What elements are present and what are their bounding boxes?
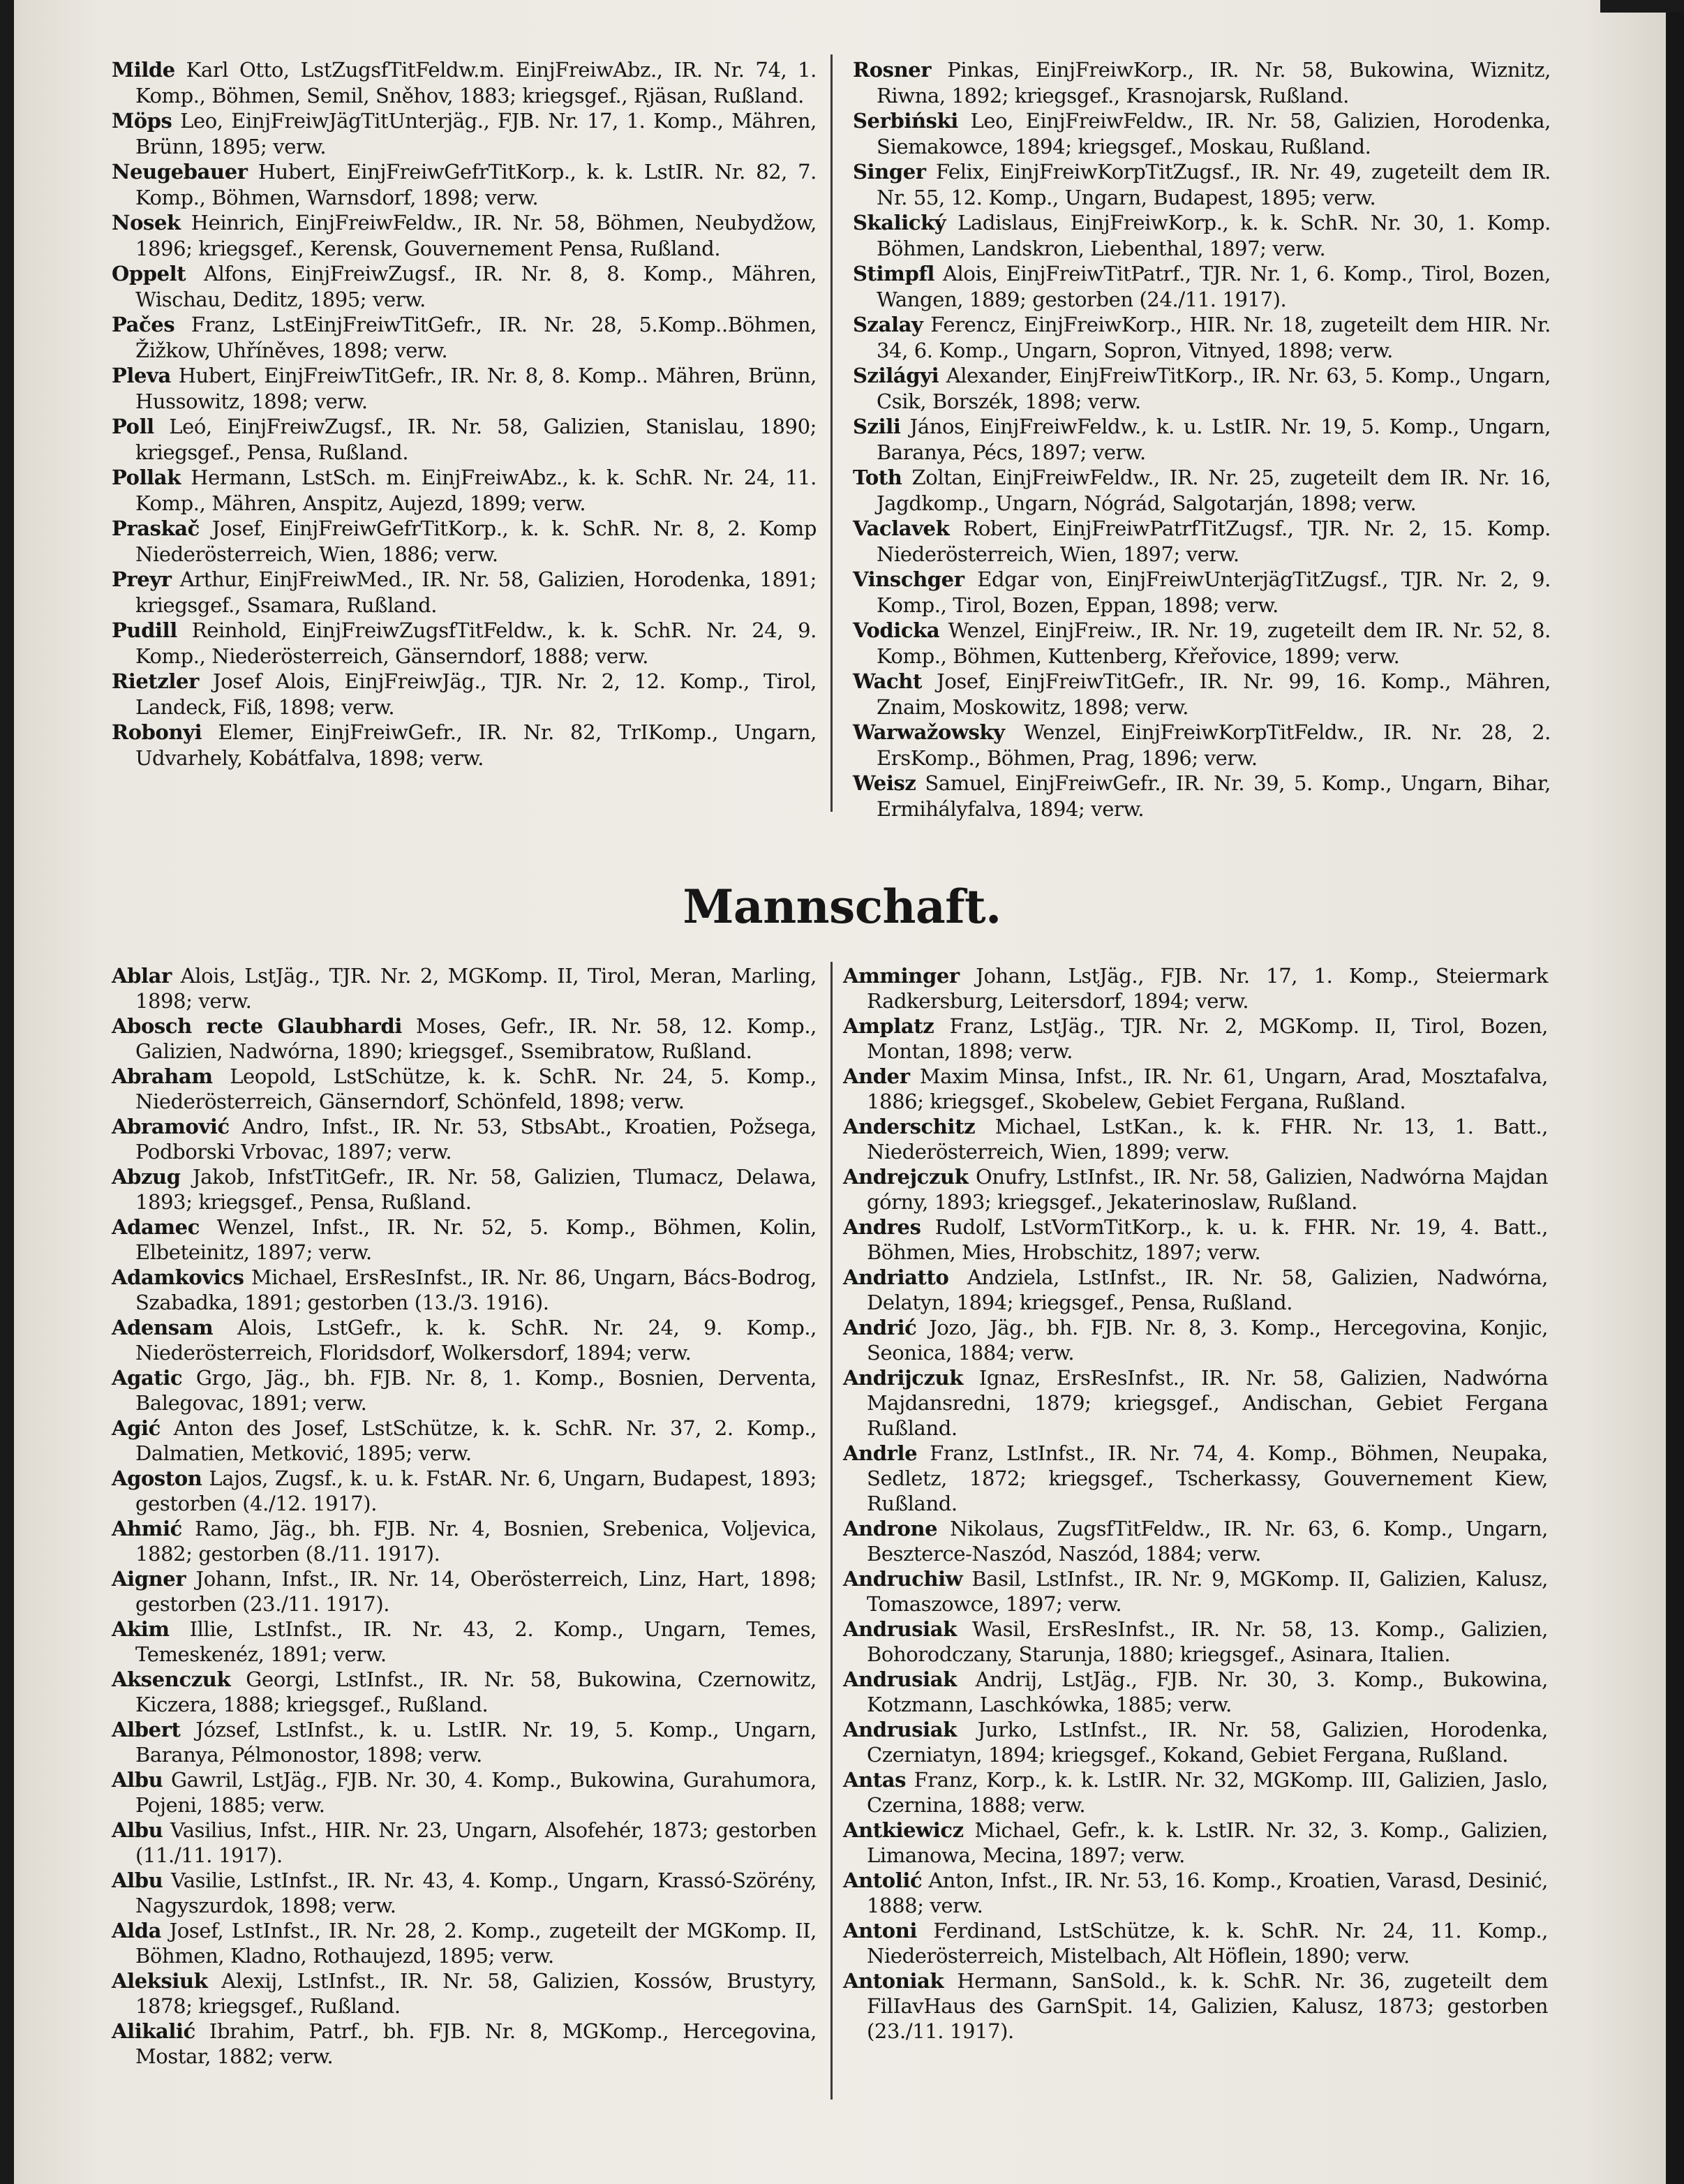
entry-details: Franz, Korp., k. k. LstIR. Nr. 32, MGKomp. III, Galizien, Jaslo, Czernina, 1888; verw. <box>867 1768 1548 1817</box>
entry-details: Edgar von, EinjFreiwUnterjägTitZugsf., TJR. Nr. 2, 9. Komp., Tirol, Bozen, Eppan, 1898; verw. <box>877 567 1551 617</box>
roster-entry <box>853 567 1551 618</box>
entry-surname: Pleva <box>112 364 171 387</box>
entry-details: Alexander, EinjFreiwTitKorp., IR. Nr. 63, 5. Komp., Ungarn, Csik, Borszék, 1898; verw. <box>877 364 1551 413</box>
entry-surname: Abraham <box>112 1064 213 1088</box>
section-heading: Mannschaft. <box>683 879 1001 934</box>
roster-entry <box>112 1918 817 1968</box>
entry-surname: Nosek <box>112 211 181 235</box>
roster-entry <box>112 261 817 312</box>
entry-details: Alfons, EinjFreiwZugsf., IR. Nr. 8, 8. Komp., Mähren, Wischau, Deditz, 1895; verw. <box>135 262 817 311</box>
entry-surname: Antolić <box>843 1869 923 1892</box>
entry-surname: Wacht <box>853 669 922 693</box>
entry-surname: Andrle <box>843 1441 918 1465</box>
entry-details: Franz, LstInfst., IR. Nr. 74, 4. Komp., Böhmen, Neupaka, Sedletz, 1872; kriegsgef., Tscherkassy, Gouvernement Kiew, Rußland. <box>867 1441 1548 1515</box>
entry-details: Hubert, EinjFreiwTitGefr., IR. Nr. 8, 8. Komp.. Mähren, Brünn, Hussowitz, 1898; verw. <box>135 364 817 413</box>
entry-details: Grgo, Jäg., bh. FJB. Nr. 8, 1. Komp., Bosnien, Derventa, Balegovac, 1891; verw. <box>135 1366 817 1415</box>
entry-details: Wenzel, EinjFreiwKorpTitFeldw., IR. Nr. 28, 2. ErsKomp., Böhmen, Prag, 1896; verw. <box>877 720 1551 770</box>
entry-details: Johann, Infst., IR. Nr. 14, Oberösterreich, Linz, Hart, 1898; gestorben (23./11. 1917). <box>135 1567 817 1616</box>
entry-details: Hermann, SanSold., k. k. SchR. Nr. 36, zugeteilt dem FilIavHaus des GarnSpit. 14, Galizien, Kalusz, 1873; gestorben (23./11. 1917). <box>867 1969 1548 2043</box>
entry-surname: Agić <box>112 1416 161 1440</box>
entry-surname: Anderschitz <box>843 1115 976 1138</box>
entry-surname: Rietzler <box>112 669 199 693</box>
entry-details: Wenzel, EinjFreiw., IR. Nr. 19, zugeteilt dem IR. Nr. 52, 8. Komp., Böhmen, Kuttenberg, Křeřovice, 1899; verw. <box>877 618 1551 668</box>
entry-details: Ibrahim, Patrf., bh. FJB. Nr. 8, MGKomp., Hercegovina, Mostar, 1882; verw. <box>135 2019 817 2068</box>
entry-surname: Andrić <box>843 1316 917 1339</box>
entry-surname: Szalay <box>853 313 923 336</box>
roster-entry <box>843 1818 1548 1868</box>
roster-entry <box>853 465 1551 516</box>
entry-details: Johann, LstJäg., FJB. Nr. 17, 1. Komp., Steiermark Radkersburg, Leitersdorf, 1894; verw. <box>867 964 1548 1013</box>
roster-entry <box>112 1566 817 1617</box>
entry-details: Arthur, EinjFreiwMed., IR. Nr. 58, Galizien, Horodenka, 1891; kriegsgef., Ssamara, Rußland. <box>135 567 817 617</box>
entry-surname: Adensam <box>112 1316 214 1339</box>
entry-details: Anton, Infst., IR. Nr. 53, 16. Komp., Kroatien, Varasd, Desinić, 1888; verw. <box>867 1869 1548 1917</box>
roster-entry <box>843 1566 1548 1617</box>
roster-entry <box>112 1818 817 1868</box>
entry-details: Leó, EinjFreiwZugsf., IR. Nr. 58, Galizien, Stanislau, 1890; kriegsgef., Pensa, Rußland. <box>135 415 817 464</box>
roster-entry <box>112 1164 817 1214</box>
entry-surname: Möps <box>112 109 172 133</box>
entry-details: Ferdinand, LstSchütze, k. k. SchR. Nr. 24, 11. Komp., Niederösterreich, Mistelbach, Alt Höflein, 1890; verw. <box>867 1919 1548 1968</box>
entry-details: Lajos, Zugsf., k. u. k. FstAR. Nr. 6, Ungarn, Budapest, 1893; gestorben (4./12. 1917). <box>135 1466 817 1515</box>
entry-details: Andrij, LstJäg., FJB. Nr. 30, 3. Komp., Bukowina, Kotzmann, Laschkówka, 1885; verw. <box>867 1667 1548 1716</box>
entry-surname: Antoniak <box>843 1969 944 1993</box>
roster-entry <box>853 312 1551 363</box>
roster-entry <box>843 1968 1548 2044</box>
entry-details: Hermann, LstSch. m. EinjFreiwAbz., k. k. SchR. Nr. 24, 11. Komp., Mähren, Anspitz, Aujezd, 1899; verw. <box>135 466 817 515</box>
entry-details: Josef, EinjFreiwTitGefr., IR. Nr. 99, 16. Komp., Mähren, Znaim, Moskowitz, 1898; verw. <box>877 669 1551 719</box>
roster-entry <box>853 618 1551 669</box>
roster-entry <box>843 1164 1548 1214</box>
roster-entry <box>853 669 1551 720</box>
roster-entry <box>112 1416 817 1466</box>
entry-details: Michael, LstKan., k. k. FHR. Nr. 13, 1. Batt., Niederösterreich, Wien, 1899; verw. <box>867 1115 1548 1164</box>
entry-surname: Amminger <box>843 964 960 988</box>
entry-details: József, LstInfst., k. u. LstIR. Nr. 19, 5. Komp., Ungarn, Baranya, Pélmonostor, 1898; verw. <box>135 1718 817 1767</box>
entry-surname: Albu <box>112 1768 163 1792</box>
entry-surname: Szili <box>853 415 901 438</box>
roster-entry <box>112 1667 817 1717</box>
entry-details: Ferencz, EinjFreiwKorp., HIR. Nr. 18, zugeteilt dem HIR. Nr. 34, 6. Komp., Ungarn, Sopron, Vitnyed, 1898; verw. <box>877 313 1551 362</box>
entry-details: Anton des Josef, LstSchütze, k. k. SchR. Nr. 37, 2. Komp., Dalmatien, Metković, 1895; verw. <box>135 1416 817 1465</box>
entry-details: Ladislaus, EinjFreiwKorp., k. k. SchR. Nr. 30, 1. Komp. Böhmen, Landskron, Liebenthal, 1897; verw. <box>877 211 1551 260</box>
entry-surname: Abzug <box>112 1165 181 1189</box>
entry-surname: Adamec <box>112 1215 200 1239</box>
roster-entry <box>112 1717 817 1767</box>
roster-entry <box>112 1466 817 1516</box>
entry-surname: Agatic <box>112 1366 183 1390</box>
entry-surname: Pollak <box>112 466 181 489</box>
entry-details: Vasilius, Infst., HIR. Nr. 23, Ungarn, Alsofehér, 1873; gestorben (11./11. 1917). <box>135 1818 817 1867</box>
entry-details: Maxim Minsa, Infst., IR. Nr. 61, Ungarn, Arad, Mosztafalva, 1886; kriegsgef., Skobelew, Gebiet Fergana, Rußland. <box>867 1064 1548 1113</box>
roster-entry <box>112 1617 817 1667</box>
entry-surname: Aksenczuk <box>112 1667 231 1691</box>
roster-entry <box>843 1064 1548 1114</box>
roster-entry <box>112 1767 817 1818</box>
roster-entry <box>112 1365 817 1416</box>
entry-surname: Andruchiw <box>843 1567 963 1591</box>
roster-entry <box>843 963 1548 1013</box>
entry-details: Jurko, LstInfst., IR. Nr. 58, Galizien, Horodenka, Czerniatyn, 1894; kriegsgef., Kokand, Gebiet Fergana, Rußland. <box>867 1718 1548 1767</box>
entry-details: Gawril, LstJäg., FJB. Nr. 30, 4. Komp., Bukowina, Gurahumora, Pojeni, 1885; verw. <box>135 1768 817 1817</box>
entry-details: Reinhold, EinjFreiwZugsfTitFeldw., k. k. SchR. Nr. 24, 9. Komp., Niederösterreich, Gänserndorf, 1888; verw. <box>135 618 817 668</box>
column-divider-top <box>830 54 833 812</box>
roster-entry <box>843 1013 1548 1064</box>
entry-details: Karl Otto, LstZugsfTitFeldw.m. EinjFreiwAbz., IR. Nr. 74, 1. Komp., Böhmen, Semil, Sněhov, 1883; kriegsgef., Rjäsan, Rußland. <box>135 58 817 107</box>
entry-surname: Adamkovics <box>112 1265 244 1289</box>
roster-entry <box>843 1767 1548 1818</box>
entry-surname: Albert <box>112 1718 181 1741</box>
entry-details: Franz, LstJäg., TJR. Nr. 2, MGKomp. II, Tirol, Bozen, Montan, 1898; verw. <box>867 1014 1548 1063</box>
entry-details: Michael, Gefr., k. k. LstIR. Nr. 32, 3. Komp., Galizien, Limanowa, Mecina, 1897; verw. <box>867 1818 1548 1867</box>
entry-details: Alois, EinjFreiwTitPatrf., TJR. Nr. 1, 6. Komp., Tirol, Bozen, Wangen, 1889; gestorben (24./11. 1917). <box>877 262 1551 311</box>
entry-surname: Milde <box>112 58 175 82</box>
entry-surname: Stimpfl <box>853 262 935 285</box>
roster-entry <box>112 414 817 465</box>
entry-surname: Andrusiak <box>843 1617 957 1641</box>
roster-entry <box>853 771 1551 822</box>
entry-surname: Toth <box>853 466 902 489</box>
roster-entry <box>853 210 1551 261</box>
scan-edge-right <box>1666 0 1684 2184</box>
roster-entry <box>853 159 1551 210</box>
entry-surname: Vinschger <box>853 567 964 591</box>
entry-details: Wenzel, Infst., IR. Nr. 52, 5. Komp., Böhmen, Kolin, Elbeteinitz, 1897; verw. <box>135 1215 817 1264</box>
entry-details: Elemer, EinjFreiwGefr., IR. Nr. 82, TrIKomp., Ungarn, Udvarhely, Kobátfalva, 1898; verw. <box>135 720 817 770</box>
entry-surname: Serbiński <box>853 109 958 133</box>
entry-surname: Robonyi <box>112 720 202 744</box>
entry-details: János, EinjFreiwFeldw., k. u. LstIR. Nr. 19, 5. Komp., Ungarn, Baranya, Pécs, 1897; verw. <box>877 415 1551 464</box>
entry-details: Basil, LstInfst., IR. Nr. 9, MGKomp. II, Galizien, Kalusz, Tomaszowce, 1897; verw. <box>867 1567 1548 1616</box>
entry-details: Moses, Gefr., IR. Nr. 58, 12. Komp., Galizien, Nadwórna, 1890; kriegsgef., Ssemibratow, Rußland. <box>135 1014 817 1063</box>
roster-entry <box>843 1516 1548 1566</box>
entry-surname: Warwažowsky <box>853 720 1005 744</box>
entry-surname: Pudill <box>112 618 177 642</box>
roster-entry <box>112 720 817 771</box>
entry-details: Michael, ErsResInfst., IR. Nr. 86, Ungarn, Bács-Bodrog, Szabadka, 1891; gestorben (13./3. 1916). <box>135 1265 817 1314</box>
entry-details: Leopold, LstSchütze, k. k. SchR. Nr. 24, 5. Komp., Niederösterreich, Gänserndorf, Schönfeld, 1898; verw. <box>135 1064 817 1113</box>
entry-surname: Weisz <box>853 771 916 795</box>
entry-details: Robert, EinjFreiwPatrfTitZugsf., TJR. Nr. 2, 15. Komp. Niederösterreich, Wien, 1897; verw. <box>877 517 1551 566</box>
roster-entry <box>843 1868 1548 1918</box>
entry-details: Ramo, Jäg., bh. FJB. Nr. 4, Bosnien, Srebenica, Voljevica, 1882; gestorben (8./11. 1917). <box>135 1517 817 1566</box>
roster-entry <box>112 363 817 414</box>
entry-surname: Oppelt <box>112 262 186 285</box>
entry-surname: Ablar <box>112 964 172 988</box>
roster-entry <box>112 159 817 210</box>
entry-details: Alois, LstGefr., k. k. SchR. Nr. 24, 9. Komp., Niederösterreich, Floridsdorf, Wolkersdorf, 1894; verw. <box>135 1316 817 1365</box>
entry-surname: Andrejczuk <box>843 1165 969 1189</box>
entry-surname: Albu <box>112 1869 163 1892</box>
column-divider-bottom <box>830 962 833 2100</box>
entry-details: Andziela, LstInfst., IR. Nr. 58, Galizien, Nadwórna, Delatyn, 1894; kriegsgef., Pensa, Rußland. <box>867 1265 1548 1314</box>
bottom-left-column <box>112 963 817 2069</box>
entry-details: Rudolf, LstVormTitKorp., k. u. k. FHR. Nr. 19, 4. Batt., Böhmen, Mies, Hrobschitz, 1897; verw. <box>867 1215 1548 1264</box>
entry-details: Leo, EinjFreiwFeldw., IR. Nr. 58, Galizien, Horodenka, Siemakowce, 1894; kriegsgef., Moskau, Rußland. <box>877 109 1551 158</box>
entry-surname: Andrijczuk <box>843 1366 963 1390</box>
entry-surname: Skalický <box>853 211 946 235</box>
entry-details: Onufry, LstInfst., IR. Nr. 58, Galizien, Nadwórna Majdan górny, 1893; kriegsgef., Jekaterinoslaw, Rußland. <box>867 1165 1548 1214</box>
entry-details: Georgi, LstInfst., IR. Nr. 58, Bukowina, Czernowitz, Kiczera, 1888; kriegsgef., Rußland. <box>135 1667 817 1716</box>
roster-entry <box>112 963 817 1013</box>
roster-entry <box>853 516 1551 567</box>
roster-entry <box>853 57 1551 108</box>
roster-entry <box>112 108 817 159</box>
entry-surname: Akim <box>112 1617 170 1641</box>
entry-surname: Ahmić <box>112 1517 182 1540</box>
entry-details: Franz, LstEinjFreiwTitGefr., IR. Nr. 28, 5.Komp..Böhmen, Žižkow, Uhříněves, 1898; verw. <box>135 313 817 362</box>
roster-entry <box>853 108 1551 159</box>
entry-surname: Ander <box>843 1064 910 1088</box>
entry-surname: Albu <box>112 1818 163 1842</box>
entry-surname: Vaclavek <box>853 517 950 540</box>
entry-details: Heinrich, EinjFreiwFeldw., IR. Nr. 58, Böhmen, Neubydžow, 1896; kriegsgef., Kerensk, Gouvernement Pensa, Rußland. <box>135 211 817 260</box>
entry-surname: Aigner <box>112 1567 186 1591</box>
entry-details: Josef, EinjFreiwGefrTitKorp., k. k. SchR. Nr. 8, 2. Komp Niederösterreich, Wien, 1886; verw. <box>135 517 817 566</box>
entry-details: Nikolaus, ZugsfTitFeldw., IR. Nr. 63, 6. Komp., Ungarn, Beszterce-Naszód, Naszód, 1884; verw. <box>867 1517 1548 1566</box>
entry-surname: Vodicka <box>853 618 940 642</box>
roster-entry <box>112 1516 817 1566</box>
roster-entry <box>112 1265 817 1315</box>
entry-details: Josef, LstInfst., IR. Nr. 28, 2. Komp., zugeteilt der MGKomp. II, Böhmen, Kladno, Rothaujezd, 1895; verw. <box>135 1919 817 1968</box>
scan-edge-top-right <box>1600 0 1684 13</box>
roster-entry <box>112 618 817 669</box>
entry-surname: Antas <box>843 1768 907 1792</box>
roster-entry <box>112 1315 817 1365</box>
roster-entry <box>112 1214 817 1265</box>
roster-entry <box>843 1717 1548 1767</box>
entry-surname: Agoston <box>112 1466 202 1490</box>
roster-entry <box>843 1315 1548 1365</box>
entry-details: Jozo, Jäg., bh. FJB. Nr. 8, 3. Komp., Hercegovina, Konjic, Seonica, 1884; verw. <box>867 1316 1548 1365</box>
roster-entry <box>112 1868 817 1918</box>
roster-entry <box>843 1265 1548 1315</box>
roster-entry <box>843 1918 1548 1968</box>
entry-details: Leo, EinjFreiwJägTitUnterjäg., FJB. Nr. 17, 1. Komp., Mähren, Brünn, 1895; verw. <box>135 109 817 158</box>
entry-details: Zoltan, EinjFreiwFeldw., IR. Nr. 25, zugeteilt dem IR. Nr. 16, Jagdkomp., Ungarn, Nógrád, Salgotarján, 1898; verw. <box>877 466 1551 515</box>
roster-entry <box>112 669 817 720</box>
scan-edge-left <box>0 0 14 2184</box>
entry-surname: Andriatto <box>843 1265 949 1289</box>
entry-details: Alois, LstJäg., TJR. Nr. 2, MGKomp. II, Tirol, Meran, Marling, 1898; verw. <box>135 964 817 1013</box>
bottom-right-column <box>843 963 1548 2044</box>
entry-surname: Alikalić <box>112 2019 195 2043</box>
entry-details: Alexij, LstInfst., IR. Nr. 58, Galizien, Kossów, Brustyry, 1878; kriegsgef., Rußland. <box>135 1969 817 2018</box>
entry-details: Andro, Infst., IR. Nr. 53, StbsAbt., Kroatien, Požsega, Podborski Vrbovac, 1897; verw. <box>135 1115 817 1164</box>
entry-surname: Antkiewicz <box>843 1818 964 1842</box>
entry-surname: Pačes <box>112 313 175 336</box>
roster-entry <box>853 720 1551 771</box>
roster-entry <box>843 1365 1548 1441</box>
entry-details: Pinkas, EinjFreiwKorp., IR. Nr. 58, Bukowina, Wiznitz, Riwna, 1892; kriegsgef., Krasnojarsk, Rußland. <box>877 58 1551 107</box>
entry-surname: Preyr <box>112 567 172 591</box>
entry-surname: Alda <box>112 1919 161 1942</box>
roster-entry <box>843 1214 1548 1265</box>
roster-entry <box>112 516 817 567</box>
entry-surname: Androne <box>843 1517 938 1540</box>
roster-entry <box>843 1441 1548 1516</box>
roster-entry <box>112 567 817 618</box>
roster-entry <box>853 363 1551 414</box>
entry-surname: Andres <box>843 1215 921 1239</box>
entry-surname: Poll <box>112 415 154 438</box>
entry-surname: Praskač <box>112 517 200 540</box>
entry-surname: Rosner <box>853 58 932 82</box>
entry-surname: Szilágyi <box>853 364 939 387</box>
roster-entry <box>112 465 817 516</box>
roster-entry <box>843 1114 1548 1164</box>
entry-details: Felix, EinjFreiwKorpTitZugsf., IR. Nr. 49, zugeteilt dem IR. Nr. 55, 12. Komp., Ungarn, Budapest, 1895; verw. <box>877 160 1551 209</box>
roster-entry <box>112 2019 817 2069</box>
entry-details: Ignaz, ErsResInfst., IR. Nr. 58, Galizien, Nadwórna Majdansredni, 1879; kriegsgef., Andischan, Gebiet Fergana Rußland. <box>867 1366 1548 1440</box>
roster-entry <box>112 312 817 363</box>
entry-surname: Andrusiak <box>843 1667 957 1691</box>
entry-surname: Singer <box>853 160 926 184</box>
entry-details: Hubert, EinjFreiwGefrTitKorp., k. k. LstIR. Nr. 82, 7. Komp., Böhmen, Warnsdorf, 1898; verw. <box>135 160 817 209</box>
entry-surname: Neugebauer <box>112 160 248 184</box>
entry-surname: Abramović <box>112 1115 230 1138</box>
entry-details: Josef Alois, EinjFreiwJäg., TJR. Nr. 2, 12. Komp., Tirol, Landeck, Fiß, 1898; verw. <box>135 669 817 719</box>
roster-entry <box>112 1013 817 1064</box>
entry-surname: Aleksiuk <box>112 1969 208 1993</box>
roster-entry <box>843 1617 1548 1667</box>
roster-entry <box>112 1064 817 1114</box>
roster-entry <box>853 414 1551 465</box>
entry-details: Wasil, ErsResInfst., IR. Nr. 58, 13. Komp., Galizien, Bohorodczany, Starunja, 1880; kriegsgef., Asinara, Italien. <box>867 1617 1548 1666</box>
top-right-column <box>853 57 1551 822</box>
entry-surname: Amplatz <box>843 1014 934 1038</box>
roster-entry <box>112 210 817 261</box>
entry-surname: Andrusiak <box>843 1718 957 1741</box>
entry-details: Illie, LstInfst., IR. Nr. 43, 2. Komp., Ungarn, Temes, Temeskenéz, 1891; verw. <box>135 1617 817 1666</box>
roster-entry <box>112 1968 817 2019</box>
roster-entry <box>853 261 1551 312</box>
entry-details: Samuel, EinjFreiwGefr., IR. Nr. 39, 5. Komp., Ungarn, Bihar, Ermihályfalva, 1894; verw. <box>877 771 1551 821</box>
entry-details: Jakob, InfstTitGefr., IR. Nr. 58, Galizien, Tlumacz, Delawa, 1893; kriegsgef., Pensa, Rußland. <box>135 1165 817 1214</box>
entry-surname: Antoni <box>843 1919 918 1942</box>
roster-entry <box>112 1114 817 1164</box>
roster-entry <box>112 57 817 108</box>
roster-entry <box>843 1667 1548 1717</box>
entry-surname: Abosch recte Glaubhardi <box>112 1014 403 1038</box>
top-left-column <box>112 57 817 771</box>
entry-details: Vasilie, LstInfst., IR. Nr. 43, 4. Komp., Ungarn, Krassó-Szörény, Nagyszurdok, 1898; verw. <box>135 1869 817 1917</box>
